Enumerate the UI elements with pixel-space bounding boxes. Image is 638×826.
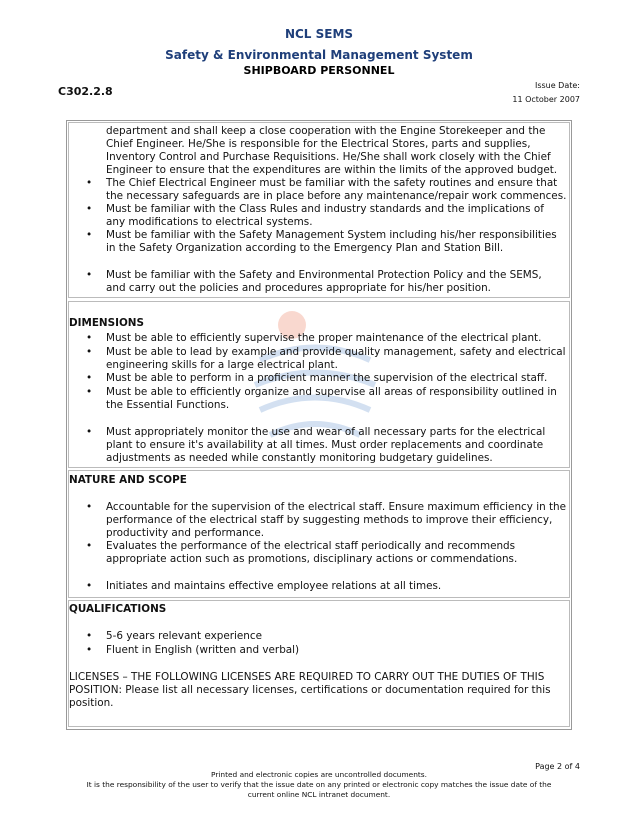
bullet-icon: • [86,501,93,513]
intro-bullet-line: any modifications to electrical systems. [106,216,313,228]
dimensions-bullet-line: Must be able to lead by example and provide quality management, safety and electrical [106,346,566,358]
dimensions-bullet-line: adjustments as needed while constantly monitoring budgetary guidelines. [106,452,493,464]
dimensions-heading: DIMENSIONS [69,317,144,329]
qualifications-heading: QUALIFICATIONS [69,603,167,615]
intro-bullet-line: The Chief Electrical Engineer must be familiar with the safety routines and ensure that [106,177,558,189]
footer-line: current online NCL intranet document. [247,790,391,799]
dimensions-bullet-line: engineering skills for a large electrical plant. [106,359,338,371]
licenses-line: position. [69,697,114,709]
dimensions-bullet-line: the Essential Functions. [106,399,230,411]
qualifications-bullet-line: 5-6 years relevant experience [106,630,262,642]
bullet-icon: • [86,203,93,215]
qualifications-bullet-line: Fluent in English (written and verbal) [106,644,300,656]
bullet-icon: • [86,269,93,281]
bullet-icon: • [86,386,93,398]
dimensions-bullet-line: Must appropriately monitor the use and wear of all necessary parts for the electrical [106,426,546,438]
intro-bullet-line: and carry out the policies and procedures appropriate for his/her position. [106,282,491,294]
bullet-icon: • [86,177,93,189]
dimensions-bullet-line: Must be able to efficiently organize and supervise all areas of responsibility outlined in [106,386,557,398]
bullet-icon: • [86,426,93,438]
footer-line: It is the responsibility of the user to verify that the issue date on any printed or electronic copy matches the issue date of the [86,780,552,789]
licenses-line: POSITION: Please list all necessary licenses, certifications or documentation required for this [69,684,551,696]
licenses-line: LICENSES – THE FOLLOWING LICENSES ARE REQUIRED TO CARRY OUT THE DUTIES OF THIS [69,671,545,683]
nature-heading: NATURE AND SCOPE [69,474,187,486]
intro-bullet-line: Must be familiar with the Class Rules and industry standards and the implications of [106,203,544,215]
nature-bullet-line: appropriate action such as promotions, disciplinary actions or commendations. [106,553,518,565]
issue-date-label: Issue Date: [534,81,580,90]
intro-bullet-line: Must be familiar with the Safety Management System including his/her responsibilities [106,229,557,241]
intro-bullet-line: the necessary safeguards are in place before any maintenance/repair work commences. [106,190,567,202]
intro-bullet-line: in the Safety Organization according to the Emergency Plan and Station Bill. [106,242,504,254]
nature-bullet-line: Accountable for the supervision of the electrical staff. Ensure maximum efficiency in the [106,501,567,513]
issue-date: 11 October 2007 [512,95,580,104]
department-title: SHIPBOARD PERSONNEL [243,64,395,77]
bullet-icon: • [86,372,93,384]
document-subtitle: Safety & Environmental Management System [165,48,473,62]
bullet-icon: • [86,346,93,358]
qualifications-section [68,600,570,727]
bullet-icon: • [86,540,93,552]
intro-line: Chief Engineer. He/She is responsible for the Electrical Stores, parts and supplies, [106,138,531,150]
dimensions-bullet-line: Must be able to perform in a proficient manner the supervision of the electrical staff. [106,372,548,384]
intro-line: department and shall keep a close cooperation with the Engine Storekeeper and the [106,125,546,137]
intro-line: Engineer to ensure that the expenditures are within the limits of the approved budget. [106,164,558,176]
bullet-icon: • [86,229,93,241]
bullet-icon: • [86,580,93,592]
nature-bullet-line: Evaluates the performance of the electrical staff periodically and recommends [106,540,516,552]
nature-bullet-line: productivity and performance. [106,527,265,539]
document-number: C302.2.8 [58,85,113,98]
dimensions-bullet-line: Must be able to efficiently supervise the proper maintenance of the electrical plant. [106,332,542,344]
dimensions-bullet-line: plant to ensure it's availability at all times. Must order replacements and coordinate [106,439,544,451]
nature-bullet-line: Initiates and maintains effective employee relations at all times. [106,580,442,592]
footer-line: Printed and electronic copies are uncontrolled documents. [211,770,427,779]
intro-line: Inventory Control and Purchase Requisitions. He/She shall work closely with the Chief [106,151,551,163]
bullet-icon: • [86,630,93,642]
intro-bullet-line: Must be familiar with the Safety and Environmental Protection Policy and the SEMS, [106,269,542,281]
document-title: NCL SEMS [284,27,354,41]
nature-bullet-line: performance of the electrical staff by suggesting methods to improve their efficiency, [106,514,553,526]
bullet-icon: • [86,644,93,656]
page-number: Page 2 of 4 [535,762,580,771]
bullet-icon: • [86,332,93,344]
